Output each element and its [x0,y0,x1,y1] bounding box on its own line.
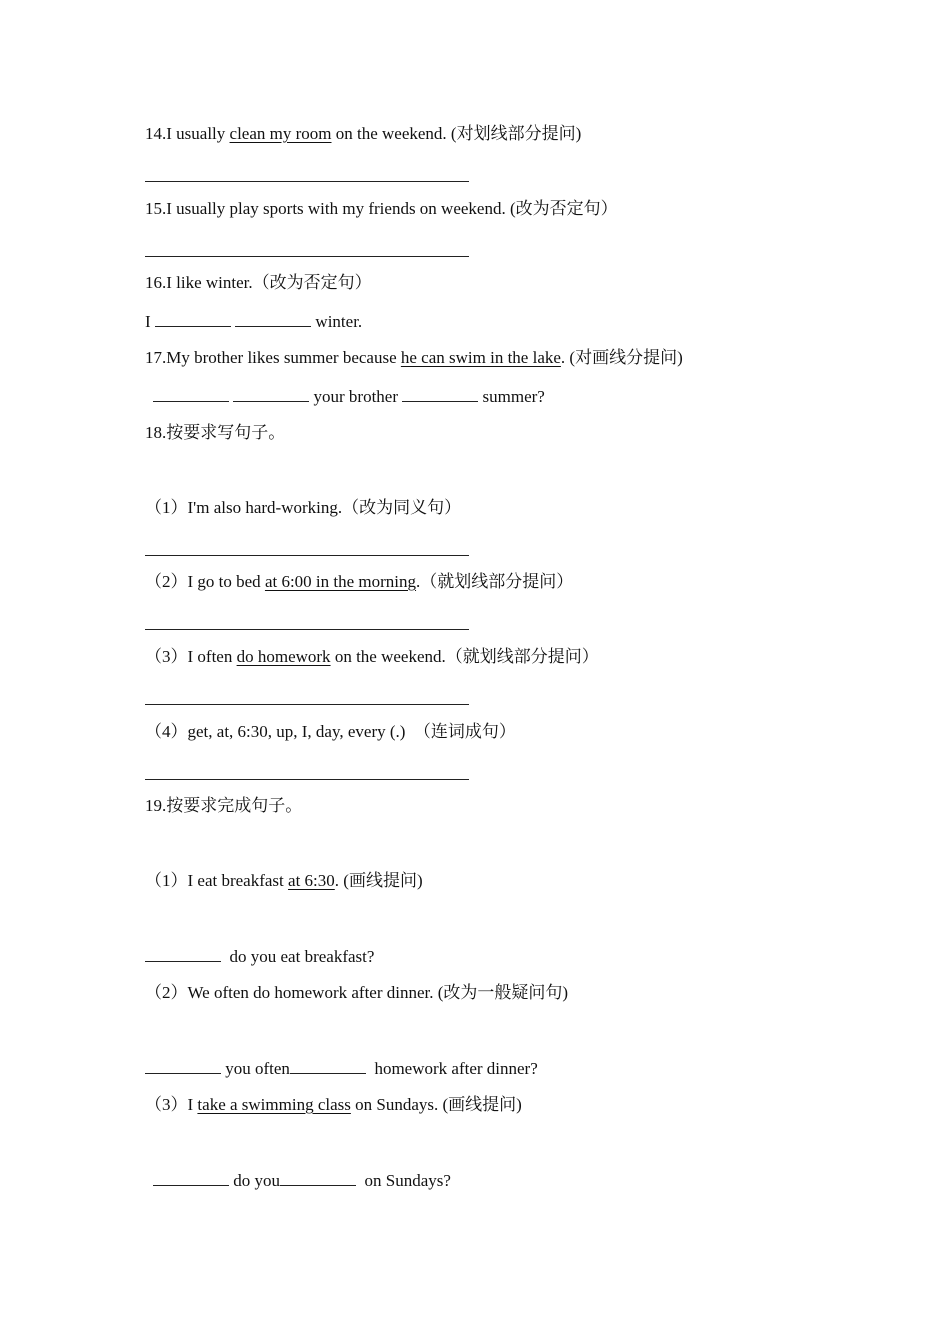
question-18-4: （4）get, at, 6:30, up, I, day, every (.) （连词成句） [145,722,516,741]
answer-line-18-4[interactable] [145,779,469,780]
answer-17: your brother summer? [153,385,545,408]
answer-line-18-1[interactable] [145,555,469,556]
answer-19-1: do you eat breakfast? [145,945,374,968]
blank[interactable] [290,1057,366,1074]
underlined-phrase: take a swimming class [197,1095,351,1114]
underlined-phrase: he can swim in the lake [400,348,561,367]
question-18-3: （3）I often do homework on the weekend.（就划线部分提问） [145,647,599,666]
question-14: 14.I usually clean my room on the weekend. (对划线部分提问) [145,124,582,143]
question-18-title: 18.按要求写句子。 [145,423,286,442]
underlined-phrase: at 6:30 [288,871,335,890]
blank[interactable] [235,310,311,327]
blank[interactable] [145,945,221,962]
question-19-2: （2）We often do homework after dinner. (改为一般疑问句) [145,983,569,1002]
blank[interactable] [155,310,231,327]
answer-16: I winter. [145,312,363,331]
blank[interactable] [145,1057,221,1074]
question-18-1: （1）I'm also hard-working.（改为同义句） [145,498,462,517]
question-18-2: （2）I go to bed at 6:00 in the morning.（就划线部分提问） [145,572,574,591]
answer-line-18-2[interactable] [145,629,469,630]
answer-line-15[interactable] [145,256,469,257]
answer-19-3: do you on Sundays? [153,1169,451,1192]
question-17: 17.My brother likes summer because he can swim in the lake. (对画线分提问) [145,348,683,367]
answer-19-2: you often homework after dinner? [145,1057,538,1080]
underlined-phrase: clean my room [229,124,332,143]
blank[interactable] [402,385,478,402]
blank[interactable] [233,385,309,402]
underlined-phrase: at 6:00 in the morning [264,572,417,591]
answer-line-14[interactable] [145,181,469,182]
question-19-1: （1）I eat breakfast at 6:30. (画线提问) [145,871,423,890]
underlined-phrase: do homework [236,647,331,666]
answer-line-18-3[interactable] [145,704,469,705]
question-16: 16.I like winter.（改为否定句） [145,273,372,292]
question-15: 15.I usually play sports with my friends on weekend. (改为否定句） [145,199,618,218]
question-19-3: （3）I take a swimming class on Sundays. (画线提问) [145,1095,522,1114]
question-19-title: 19.按要求完成句子。 [145,796,303,815]
blank[interactable] [153,385,229,402]
blank[interactable] [153,1169,229,1186]
blank[interactable] [280,1169,356,1186]
